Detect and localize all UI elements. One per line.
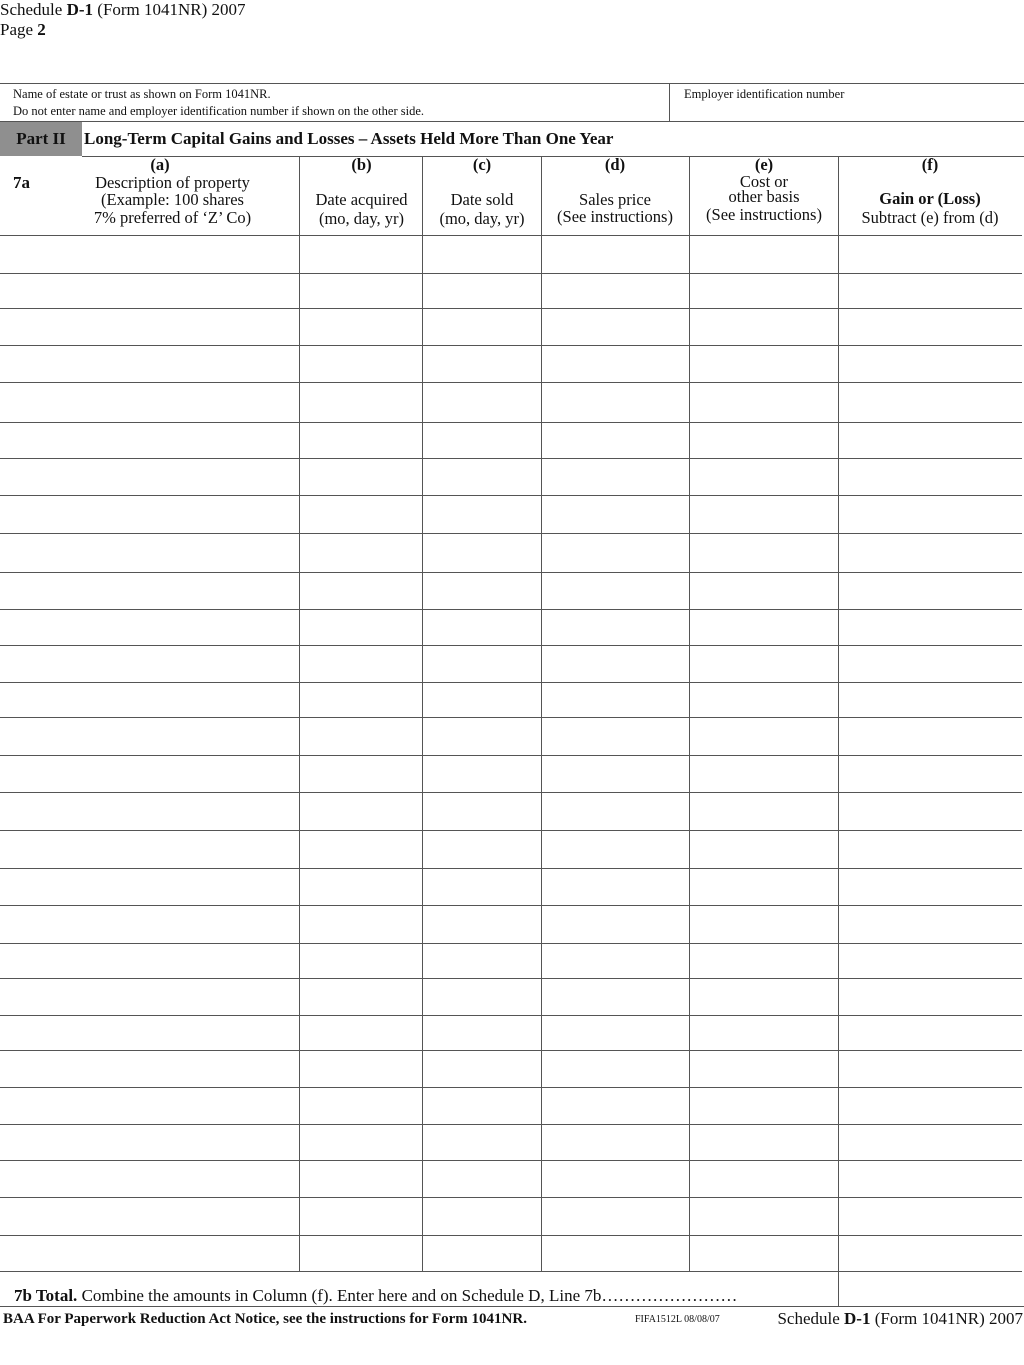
page-number: Page 2 [0, 20, 46, 39]
grid-column-line [422, 156, 423, 1271]
column-text: Date sold [450, 189, 514, 209]
grid-row-line [0, 682, 1022, 683]
divider [0, 1306, 1024, 1307]
grid-column-line [689, 156, 690, 1271]
grid-row-line [0, 308, 1022, 309]
part-title: Long-Term Capital Gains and Losses – Assets Held More Than One Year [84, 129, 614, 148]
footer-paperwork-notice: BAA For Paperwork Reduction Act Notice, see the instructions for Form 1041NR. [3, 1311, 527, 1327]
grid-row-line [0, 1050, 1022, 1051]
column-text: (mo, day, yr) [439, 209, 525, 228]
column-letter: (b) [351, 155, 372, 174]
grid-row-line [0, 645, 1022, 646]
column-text: Date acquired [315, 189, 408, 209]
column-a-heading [40, 156, 280, 226]
grid-row-line [0, 755, 1022, 756]
column-letter: (d) [604, 155, 626, 174]
grid-row-line [0, 345, 1022, 346]
grid-row-line [0, 905, 1022, 906]
name-field-label: Name of estate or trust as shown on Form 1041NR. [13, 87, 271, 101]
column-text: Gain or (Loss) [879, 188, 981, 208]
grid-row-line [0, 609, 1022, 610]
part-tag: Part II [0, 122, 82, 156]
grid-row-line [0, 533, 1022, 534]
column-e-heading [689, 156, 839, 223]
grid-row-line [0, 572, 1022, 573]
grid-row-line [0, 978, 1022, 979]
column-d-heading [541, 156, 689, 226]
grid-row-line [0, 1124, 1022, 1125]
column-letter: (a) [150, 155, 170, 174]
grid-row-line [0, 1235, 1022, 1236]
divider [0, 83, 1024, 84]
grid-row-line [0, 1197, 1022, 1198]
grid-column-line [541, 156, 542, 1271]
column-text: (Example: 100 shares [101, 190, 244, 209]
column-text: (mo, day, yr) [318, 209, 405, 228]
column-letter: (f) [921, 155, 939, 174]
divider [0, 121, 1024, 122]
grid-row-line [0, 1087, 1022, 1088]
column-text: Cost or [739, 171, 789, 191]
grid-row-line [0, 830, 1022, 831]
grid-row-line [0, 273, 1022, 274]
grid-row-line [0, 495, 1022, 496]
column-text: Subtract (e) from (d) [861, 208, 999, 227]
footer-schedule-id: Schedule D-1 (Form 1041NR) 2007 [777, 1309, 1023, 1328]
grid-column-line [838, 156, 839, 1306]
grid-row-line [0, 792, 1022, 793]
grid-row-line [0, 235, 1022, 236]
column-letter: (c) [472, 155, 492, 174]
grid-row-line [0, 1271, 1022, 1272]
line-7a-label: 7a [13, 173, 30, 192]
column-text: Description of property [95, 172, 250, 192]
footer-form-code: FIFA1512L 08/08/07 [635, 1314, 720, 1325]
column-f-heading [839, 156, 1021, 227]
column-text: (See instructions) [706, 204, 822, 224]
grid-row-line [0, 422, 1022, 423]
column-text: Sales price [579, 189, 651, 209]
grid-column-line [299, 156, 300, 1271]
grid-row-line [0, 382, 1022, 383]
name-field-instruction: Do not enter name and employer identification number if shown on the other side. [13, 104, 424, 118]
column-text: (See instructions) [557, 207, 673, 226]
grid-row-line [0, 868, 1022, 869]
column-letter: (e) [754, 155, 774, 174]
grid-row-line [0, 1160, 1022, 1161]
divider [669, 83, 670, 121]
grid-row-line [0, 458, 1022, 459]
ein-field-label: Employer identification number [684, 87, 845, 101]
line-7b-total: 7b Total. Combine the amounts in Column (f). Enter here and on Schedule D, Line 7b…………………… [14, 1286, 738, 1305]
page-header-schedule: Schedule D-1 (Form 1041NR) 2007 [0, 0, 246, 19]
column-b-heading [300, 156, 423, 228]
column-text: other basis [728, 187, 800, 206]
grid-row-line [0, 717, 1022, 718]
grid-row-line [0, 943, 1022, 944]
column-text: 7% preferred of ‘Z’ Co) [93, 207, 252, 227]
column-c-heading [423, 156, 541, 228]
grid-row-line [0, 1015, 1022, 1016]
